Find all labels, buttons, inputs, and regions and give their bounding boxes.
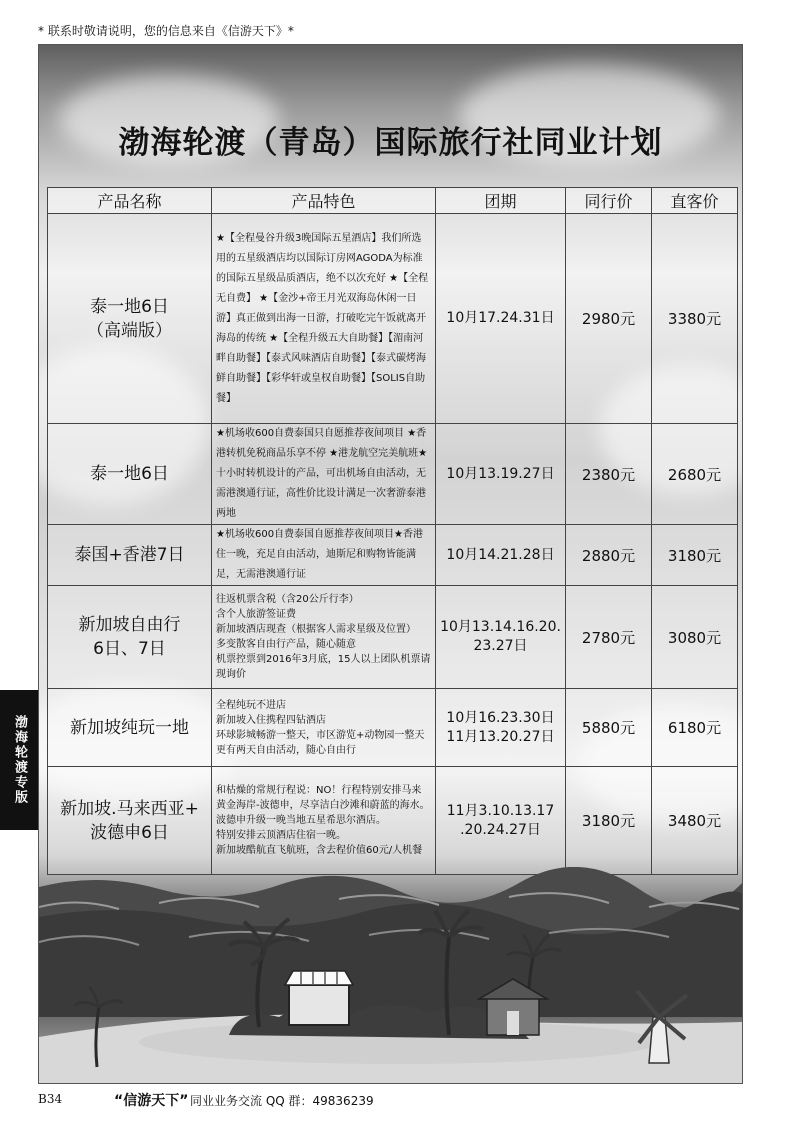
product-features bbox=[212, 689, 436, 767]
header-product-features: 产品特色 bbox=[212, 188, 436, 214]
feature-line: 新加坡酷航直飞航班，含去程价值60元/人机餐 bbox=[216, 845, 423, 856]
feature-line: 新加坡酒店现查（根据客人需求星级及位置） bbox=[216, 624, 416, 635]
departure-dates: 10月16.23.30日 11月13.20.27日 bbox=[436, 689, 566, 767]
header-peer-price: 同行价 bbox=[566, 188, 652, 214]
peer-price: 2980元 bbox=[566, 214, 652, 424]
page-title: 渤海轮渡（青岛）国际旅行社同业计划 bbox=[118, 125, 663, 161]
retail-price: 6180元 bbox=[652, 689, 738, 767]
table-row bbox=[48, 525, 738, 586]
departure-dates: 10月14.21.28日 bbox=[436, 525, 566, 586]
feature-line: 更有两天自由活动，随心自由行 bbox=[216, 744, 356, 756]
product-name: 新加坡自由行 6日、7日 bbox=[48, 586, 212, 689]
departure-dates: 10月13.19.27日 bbox=[436, 424, 566, 525]
product-name: 新加坡纯玩一地 bbox=[48, 689, 212, 767]
footer-qq-group: 同业业务交流 QQ 群：49836239 bbox=[190, 1094, 374, 1108]
product-name: 泰一地6日 （高端版） bbox=[48, 214, 212, 424]
peer-price: 5880元 bbox=[566, 689, 652, 767]
peer-price: 2780元 bbox=[566, 586, 652, 689]
product-name: 新加坡.马来西亚+ 波德申6日 bbox=[48, 767, 212, 875]
feature-line: 和枯燥的常规行程说：NO！行程特别安排马来黄金海岸-波德申，尽享洁白沙滩和蔚蓝的海水。 bbox=[216, 785, 430, 811]
poster-panel bbox=[38, 44, 743, 1084]
product-features bbox=[212, 767, 436, 875]
footer-brand: “信游天下” bbox=[114, 1093, 189, 1109]
feature-line: 全程纯玩不进店 bbox=[216, 699, 286, 711]
feature-line: 含个人旅游签证费 bbox=[216, 609, 296, 620]
feature-line: 往返机票含税（含20公斤行李） bbox=[216, 594, 359, 605]
retail-price: 3480元 bbox=[652, 767, 738, 875]
page-number: B34 bbox=[38, 1092, 63, 1106]
feature-line: 环球影城畅游一整天，市区游览+动物园一整天 bbox=[216, 729, 425, 741]
product-table bbox=[47, 187, 738, 875]
product-features: ★机场收600自费泰国自愿推荐夜间项目★香港住一晚，充足自由活动，迪斯尼和购物皆能满足，无需港澳通行证 bbox=[212, 525, 436, 586]
retail-price: 2680元 bbox=[652, 424, 738, 525]
table-row bbox=[48, 767, 738, 875]
header-retail-price: 直客价 bbox=[652, 188, 738, 214]
product-name: 泰国+香港7日 bbox=[48, 525, 212, 586]
header-departure-dates: 团期 bbox=[436, 188, 566, 214]
feature-line: 新加坡入住携程四钻酒店 bbox=[216, 714, 326, 726]
header-product-name: 产品名称 bbox=[48, 188, 212, 214]
section-side-tab: 渤海轮渡专版 bbox=[0, 690, 38, 830]
departure-dates: 11月3.10.13.17 .20.24.27日 bbox=[436, 767, 566, 875]
source-note: * 联系时敬请说明，您的信息来自《信游天下》* bbox=[38, 24, 294, 38]
retail-price: 3180元 bbox=[652, 525, 738, 586]
feature-line: 机票控票到2016年3月底，15人以上团队机票请现询价 bbox=[216, 654, 431, 680]
feature-line: 多变散客自由行产品，随心随意 bbox=[216, 639, 356, 650]
departure-dates: 10月17.24.31日 bbox=[436, 214, 566, 424]
page-footer bbox=[38, 1090, 743, 1112]
feature-line: 波德申升级一晚当地五星希思尔酒店。 bbox=[216, 815, 386, 826]
table-row bbox=[48, 689, 738, 767]
product-features: ★机场收600自费泰国只自愿推荐夜间项目 ★香港转机免税商品乐享不停 ★港龙航空完美航班★十小时转机设计的产品，可出机场自由活动，无需港澳通行证，高性价比设计满足一次奢游泰港两地 bbox=[212, 424, 436, 525]
retail-price: 3380元 bbox=[652, 214, 738, 424]
product-features bbox=[212, 586, 436, 689]
feature-line: 特别安排云顶酒店住宿一晚。 bbox=[216, 830, 346, 841]
product-features: ★【全程曼谷升级3晚国际五星酒店】我们所选用的五星级酒店均以国际订房网AGODA为标准的国际五星级品质酒店，绝不以次充好 ★【全程无自费】 ★【金沙+帝王月光双海岛休闲一日游】真正做到出海一日游，打破吃完午饭就离开海岛的传统 ★【全程升级五大自助餐】【湄南河畔自助餐】【泰式风味酒店自助餐】【泰式碳烤海鲜自助餐】【彩华轩或皇权自助餐】【SOLIS自助餐】 bbox=[212, 214, 436, 424]
table-row bbox=[48, 424, 738, 525]
table-row bbox=[48, 214, 738, 424]
table-row bbox=[48, 586, 738, 689]
peer-price: 3180元 bbox=[566, 767, 652, 875]
peer-price: 2880元 bbox=[566, 525, 652, 586]
product-name: 泰一地6日 bbox=[48, 424, 212, 525]
retail-price: 3080元 bbox=[652, 586, 738, 689]
departure-dates: 10月13.14.16.20. 23.27日 bbox=[436, 586, 566, 689]
peer-price: 2380元 bbox=[566, 424, 652, 525]
table-header-row bbox=[48, 188, 738, 214]
island-sea-illustration bbox=[39, 867, 743, 1084]
